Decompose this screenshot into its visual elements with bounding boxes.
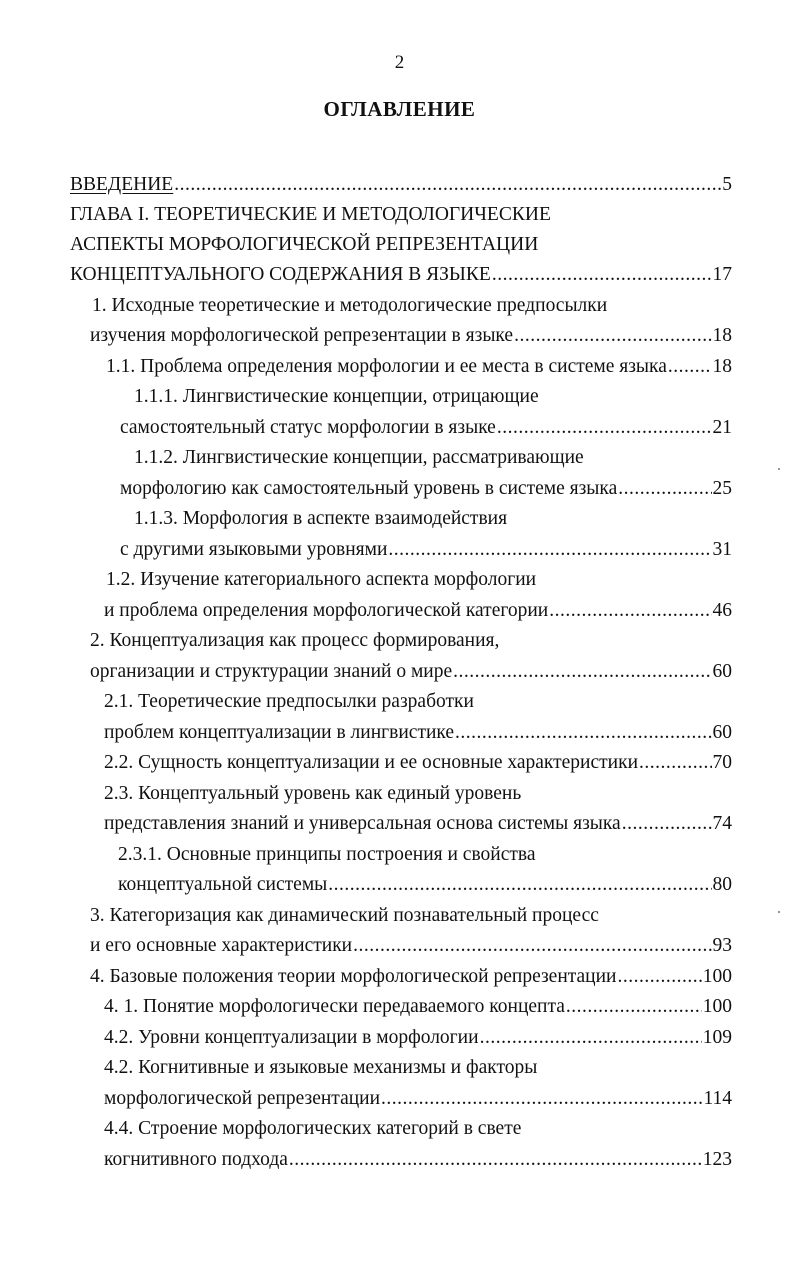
- toc-entry: [134, 504, 507, 534]
- toc-entry: [134, 382, 539, 412]
- toc-dot-leader: [549, 596, 711, 626]
- toc-entry-title: АСПЕКТЫ МОРФОЛОГИЧЕСКОЙ РЕПРЕЗЕНТАЦИИ: [70, 234, 539, 255]
- toc-entry: [104, 718, 732, 748]
- toc-entry: [106, 352, 732, 382]
- toc-entry: [104, 809, 732, 839]
- toc-entry-page: 100: [702, 966, 732, 987]
- toc-entry-title: 2.2. Сущность концептуализации и ее основные характеристики: [104, 752, 639, 773]
- toc-entry: [118, 840, 536, 870]
- toc-entry-title: 1.1. Проблема определения морфологии и ее места в системе языка: [106, 356, 667, 377]
- toc-entry-page: 70: [712, 752, 732, 773]
- toc-entry: [118, 870, 732, 900]
- toc-entry-title: 4. 1. Понятие морфологически передаваемого концепта: [104, 996, 565, 1017]
- toc-entry-page: 21: [712, 417, 732, 438]
- toc-entry: [70, 260, 732, 290]
- toc-entry-title: самостоятельный статус морфологии в языке: [120, 417, 496, 438]
- toc-dot-leader: [388, 535, 711, 565]
- toc-entry-title: когнитивного подхода: [104, 1149, 288, 1170]
- toc-dot-leader: [455, 718, 711, 748]
- toc-entry-page: 60: [712, 722, 732, 743]
- scan-speck: [778, 468, 780, 470]
- toc-entry: [104, 596, 732, 626]
- toc-entry-title: 1. Исходные теоретические и методологические предпосылки: [92, 295, 608, 316]
- toc-entry-title: 3. Категоризация как динамический познавательный процесс: [90, 905, 599, 926]
- toc-entry-title: и проблема определения морфологической категории: [104, 600, 549, 621]
- toc-entry: [90, 901, 599, 931]
- toc-entry-page: 46: [712, 600, 732, 621]
- toc-entry-page: 31: [712, 539, 732, 560]
- toc-entry-title: ГЛАВА I. ТЕОРЕТИЧЕСКИЕ И МЕТОДОЛОГИЧЕСКИЕ: [70, 204, 551, 225]
- toc-dot-leader: [497, 413, 712, 443]
- toc-entry: [104, 992, 732, 1022]
- toc-entry-title: 2. Концептуализация как процесс формирования,: [90, 630, 500, 651]
- toc-entry: [120, 413, 732, 443]
- toc-entry-title: 2.1. Теоретические предпосылки разработки: [104, 691, 474, 712]
- toc-entry-title: 4. Базовые положения теории морфологической репрезентации: [90, 966, 617, 987]
- toc-entry-title: ВВЕДЕНИЕ: [70, 174, 174, 195]
- toc-entry-page: 74: [712, 813, 732, 834]
- toc-entry-title: изучения морфологической репрезентации в языке: [90, 325, 514, 346]
- toc-dot-leader: [492, 260, 712, 290]
- toc-entry: [120, 474, 732, 504]
- toc-entry-title: 1.1.3. Морфология в аспекте взаимодействия: [134, 508, 508, 529]
- toc-entry-page: 25: [712, 478, 732, 499]
- toc-entry-title: с другими языковыми уровнями: [120, 539, 388, 560]
- toc-entry: [90, 321, 732, 351]
- toc-entry-title: 4.2. Когнитивные и языковые механизмы и факторы: [104, 1057, 538, 1078]
- toc-entry-title: 4.2. Уровни концептуализации в морфологии: [104, 1027, 479, 1048]
- toc-entry: [70, 230, 538, 260]
- toc-entry-title: 4.4. Строение морфологических категорий в свете: [104, 1118, 522, 1139]
- toc-dot-leader: [566, 992, 702, 1022]
- toc-entry-title: организации и структурации знаний о мире: [90, 661, 453, 682]
- toc-entry-title: морфологической репрезентации: [104, 1088, 381, 1109]
- toc-dot-leader: [289, 1145, 702, 1175]
- toc-entry: [104, 1084, 732, 1114]
- toc-entry-page: 114: [703, 1088, 732, 1109]
- toc-entry: [134, 443, 584, 473]
- toc-entry-title: КОНЦЕПТУАЛЬНОГО СОДЕРЖАНИЯ В ЯЗЫКЕ: [70, 264, 491, 285]
- toc-dot-leader: [381, 1084, 702, 1114]
- toc-dot-leader: [622, 809, 712, 839]
- toc-entry: [104, 1114, 521, 1144]
- toc-entry-title: 1.2. Изучение категориального аспекта морфологии: [106, 569, 537, 590]
- toc-entry-page: 93: [712, 935, 732, 956]
- toc-dot-leader: [353, 931, 711, 961]
- toc-entry-title: представления знаний и универсальная основа системы языка: [104, 813, 621, 834]
- toc-entry-page: 5: [722, 174, 732, 195]
- toc-entry-page: 109: [702, 1027, 732, 1048]
- toc-dot-leader: [618, 474, 711, 504]
- toc-entry: [104, 1023, 732, 1053]
- toc-entry-page: 18: [712, 325, 732, 346]
- toc-entry-title: концептуальной системы: [118, 874, 328, 895]
- toc-dot-leader: [514, 321, 711, 351]
- toc-entry: [90, 931, 732, 961]
- toc-entry: [70, 200, 551, 230]
- toc-entry: [70, 170, 732, 200]
- toc-dot-leader: [668, 352, 712, 382]
- toc-entry-title: 1.1.2. Лингвистические концепции, рассматривающие: [134, 447, 584, 468]
- page-number: 2: [394, 52, 405, 73]
- toc-entry: [104, 1145, 732, 1175]
- toc-dot-leader: [328, 870, 711, 900]
- toc-entry-title: морфологию как самостоятельный уровень в системе языка: [120, 478, 618, 499]
- toc-entry-title: 2.3. Концептуальный уровень как единый уровень: [104, 783, 522, 804]
- toc-entry-page: 60: [712, 661, 732, 682]
- toc-entry-title: и его основные характеристики: [90, 935, 353, 956]
- toc-dot-leader: [618, 962, 702, 992]
- toc-entry-page: 100: [702, 996, 732, 1017]
- toc-entry: [120, 535, 732, 565]
- scan-speck: [778, 911, 780, 913]
- toc-dot-leader: [639, 748, 711, 778]
- toc-entry-title: 1.1.1. Лингвистические концепции, отрицающие: [134, 386, 539, 407]
- toc-entry: [104, 748, 732, 778]
- toc-entry-page: 80: [712, 874, 732, 895]
- toc-entry: [104, 1053, 537, 1083]
- toc-entry: [90, 626, 499, 656]
- toc-entry-page: 17: [712, 264, 732, 285]
- toc-entry: [104, 779, 521, 809]
- page-title: ОГЛАВЛЕНИЕ: [323, 97, 476, 121]
- toc-entry-title: проблем концептуализации в лингвистике: [104, 722, 455, 743]
- toc-entry-page: 18: [712, 356, 732, 377]
- toc-entry: [104, 687, 474, 717]
- toc-entry-page: 123: [702, 1149, 732, 1170]
- toc-dot-leader: [174, 170, 721, 200]
- toc-entry: [90, 657, 732, 687]
- toc-entry: [90, 962, 732, 992]
- toc-entry: [92, 291, 607, 321]
- toc-entry: [106, 565, 536, 595]
- toc-dot-leader: [480, 1023, 702, 1053]
- toc-dot-leader: [453, 657, 711, 687]
- toc-entry-title: 2.3.1. Основные принципы построения и свойства: [118, 844, 536, 865]
